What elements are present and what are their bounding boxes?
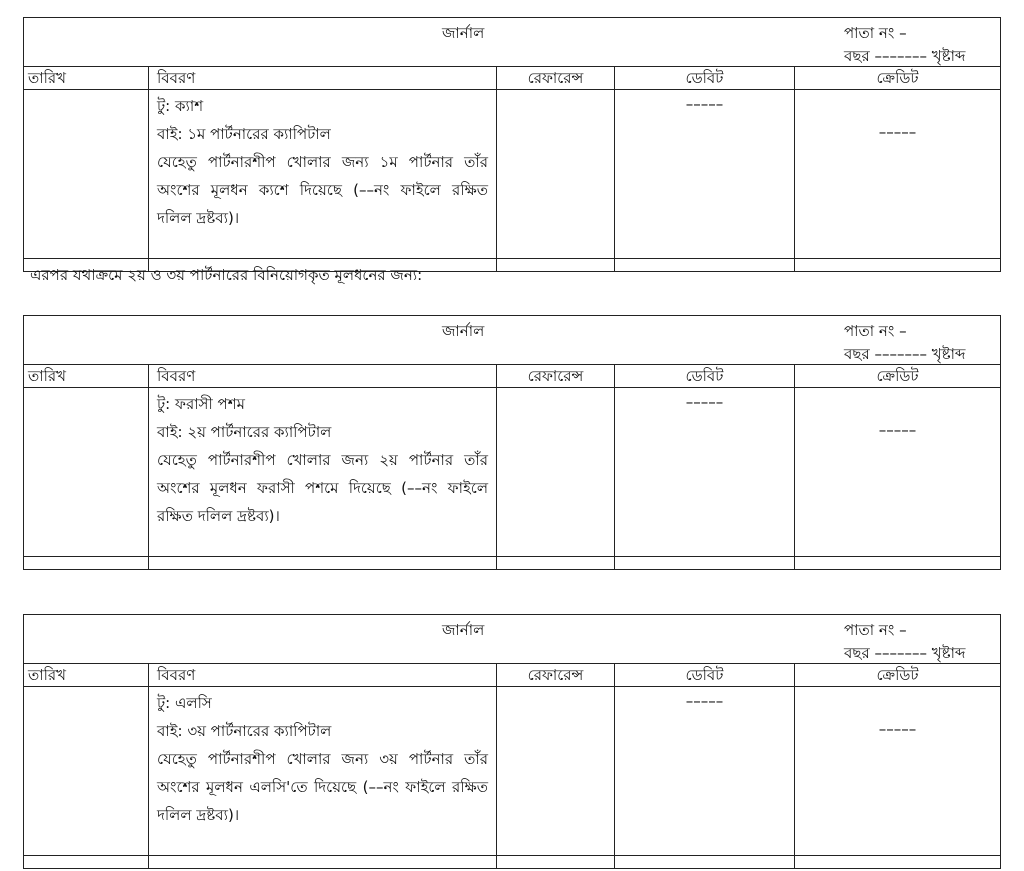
credit-amount-cell: –––––: [795, 90, 1001, 259]
reference-cell: [497, 687, 615, 856]
table-row: [24, 687, 1001, 856]
journal-header: [24, 615, 1001, 664]
reference-cell: [497, 90, 615, 259]
description-cell: [149, 388, 497, 557]
description-cell: [149, 687, 497, 856]
column-header-reference: রেফারেন্স: [497, 365, 615, 388]
narration-text: যেহেতু পার্টনারশীপ খোলার জন্য ৩য় পার্টনার তাঁর অংশের মূলধন এলসি'তে দিয়েছে (––নং ফাইলে রক্ষিত দলিল দ্রষ্টব্য)।: [157, 750, 488, 824]
column-header-date: তারিখ: [24, 67, 149, 90]
year-label: বছর ––––––– খৃষ্টাব্দ: [844, 47, 966, 65]
credit-account-line: বাই: ৩য় পার্টনারের ক্যাপিটাল: [157, 722, 332, 740]
table-row: [24, 557, 1001, 570]
column-header-description: বিবরণ: [149, 67, 497, 90]
debit-account-line: টু: ফরাসী পশম: [157, 395, 245, 413]
debit-account-line: টু: এলসি: [157, 694, 212, 712]
credit-account-line: বাই: ১ম পার্টনারের ক্যাপিটাল: [157, 125, 331, 143]
year-label: বছর ––––––– খৃষ্টাব্দ: [844, 345, 966, 363]
column-header-date: তারিখ: [24, 365, 149, 388]
table-row: [24, 90, 1001, 259]
debit-amount-cell: –––––: [615, 687, 795, 856]
page-number-label: পাতা নং –: [844, 621, 907, 639]
column-header-credit: ক্রেডিট: [795, 365, 1001, 388]
column-header-description: বিবরণ: [149, 365, 497, 388]
page-number-label: পাতা নং –: [844, 322, 907, 340]
column-header-credit: ক্রেডিট: [795, 67, 1001, 90]
table-row: [24, 856, 1001, 869]
journal-title: জার্নাল: [442, 24, 485, 42]
reference-cell: [497, 388, 615, 557]
credit-account-line: বাই: ২য় পার্টনারের ক্যাপিটাল: [157, 423, 332, 441]
column-header-debit: ডেবিট: [615, 67, 795, 90]
credit-amount-cell: –––––: [795, 687, 1001, 856]
debit-account-line: টু: ক্যাশ: [157, 97, 204, 115]
year-label: বছর ––––––– খৃষ্টাব্দ: [844, 644, 966, 662]
date-cell: [24, 388, 149, 557]
debit-amount-cell: –––––: [615, 90, 795, 259]
column-header-date: তারিখ: [24, 664, 149, 687]
column-header-credit: ক্রেডিট: [795, 664, 1001, 687]
column-header-reference: রেফারেন্স: [497, 67, 615, 90]
journal-table-1: [23, 17, 1000, 272]
description-cell: [149, 90, 497, 259]
between-note: এরপর যথাক্রমে ২য় ও ৩য় পার্টনারের বিনিয়োগকৃত মূলধনের জন্য:: [30, 266, 423, 284]
column-header-debit: ডেবিট: [615, 664, 795, 687]
column-header-reference: রেফারেন্স: [497, 664, 615, 687]
journal-header: [24, 18, 1001, 67]
narration-text: যেহেতু পার্টনারশীপ খোলার জন্য ২য় পার্টনার তাঁর অংশের মূলধন ফরাসী পশমে দিয়েছে (––নং ফাইলে রক্ষিত দলিল দ্রষ্টব্য)।: [157, 451, 488, 525]
column-header-debit: ডেবিট: [615, 365, 795, 388]
debit-amount-cell: –––––: [615, 388, 795, 557]
date-cell: [24, 687, 149, 856]
journal-title: জার্নাল: [442, 322, 485, 340]
narration-text: যেহেতু পার্টনারশীপ খোলার জন্য ১ম পার্টনার তাঁর অংশের মূলধন ক্যশে দিয়েছে (––নং ফাইলে রক্ষিত দলিল দ্রষ্টব্য)।: [157, 153, 488, 227]
date-cell: [24, 90, 149, 259]
table-row: [24, 388, 1001, 557]
journal-table-2: [23, 315, 1000, 570]
journal-title: জার্নাল: [442, 621, 485, 639]
journal-table-3: [23, 614, 1000, 869]
journal-header: [24, 316, 1001, 365]
column-header-description: বিবরণ: [149, 664, 497, 687]
page-number-label: পাতা নং –: [844, 24, 907, 42]
credit-amount-cell: –––––: [795, 388, 1001, 557]
